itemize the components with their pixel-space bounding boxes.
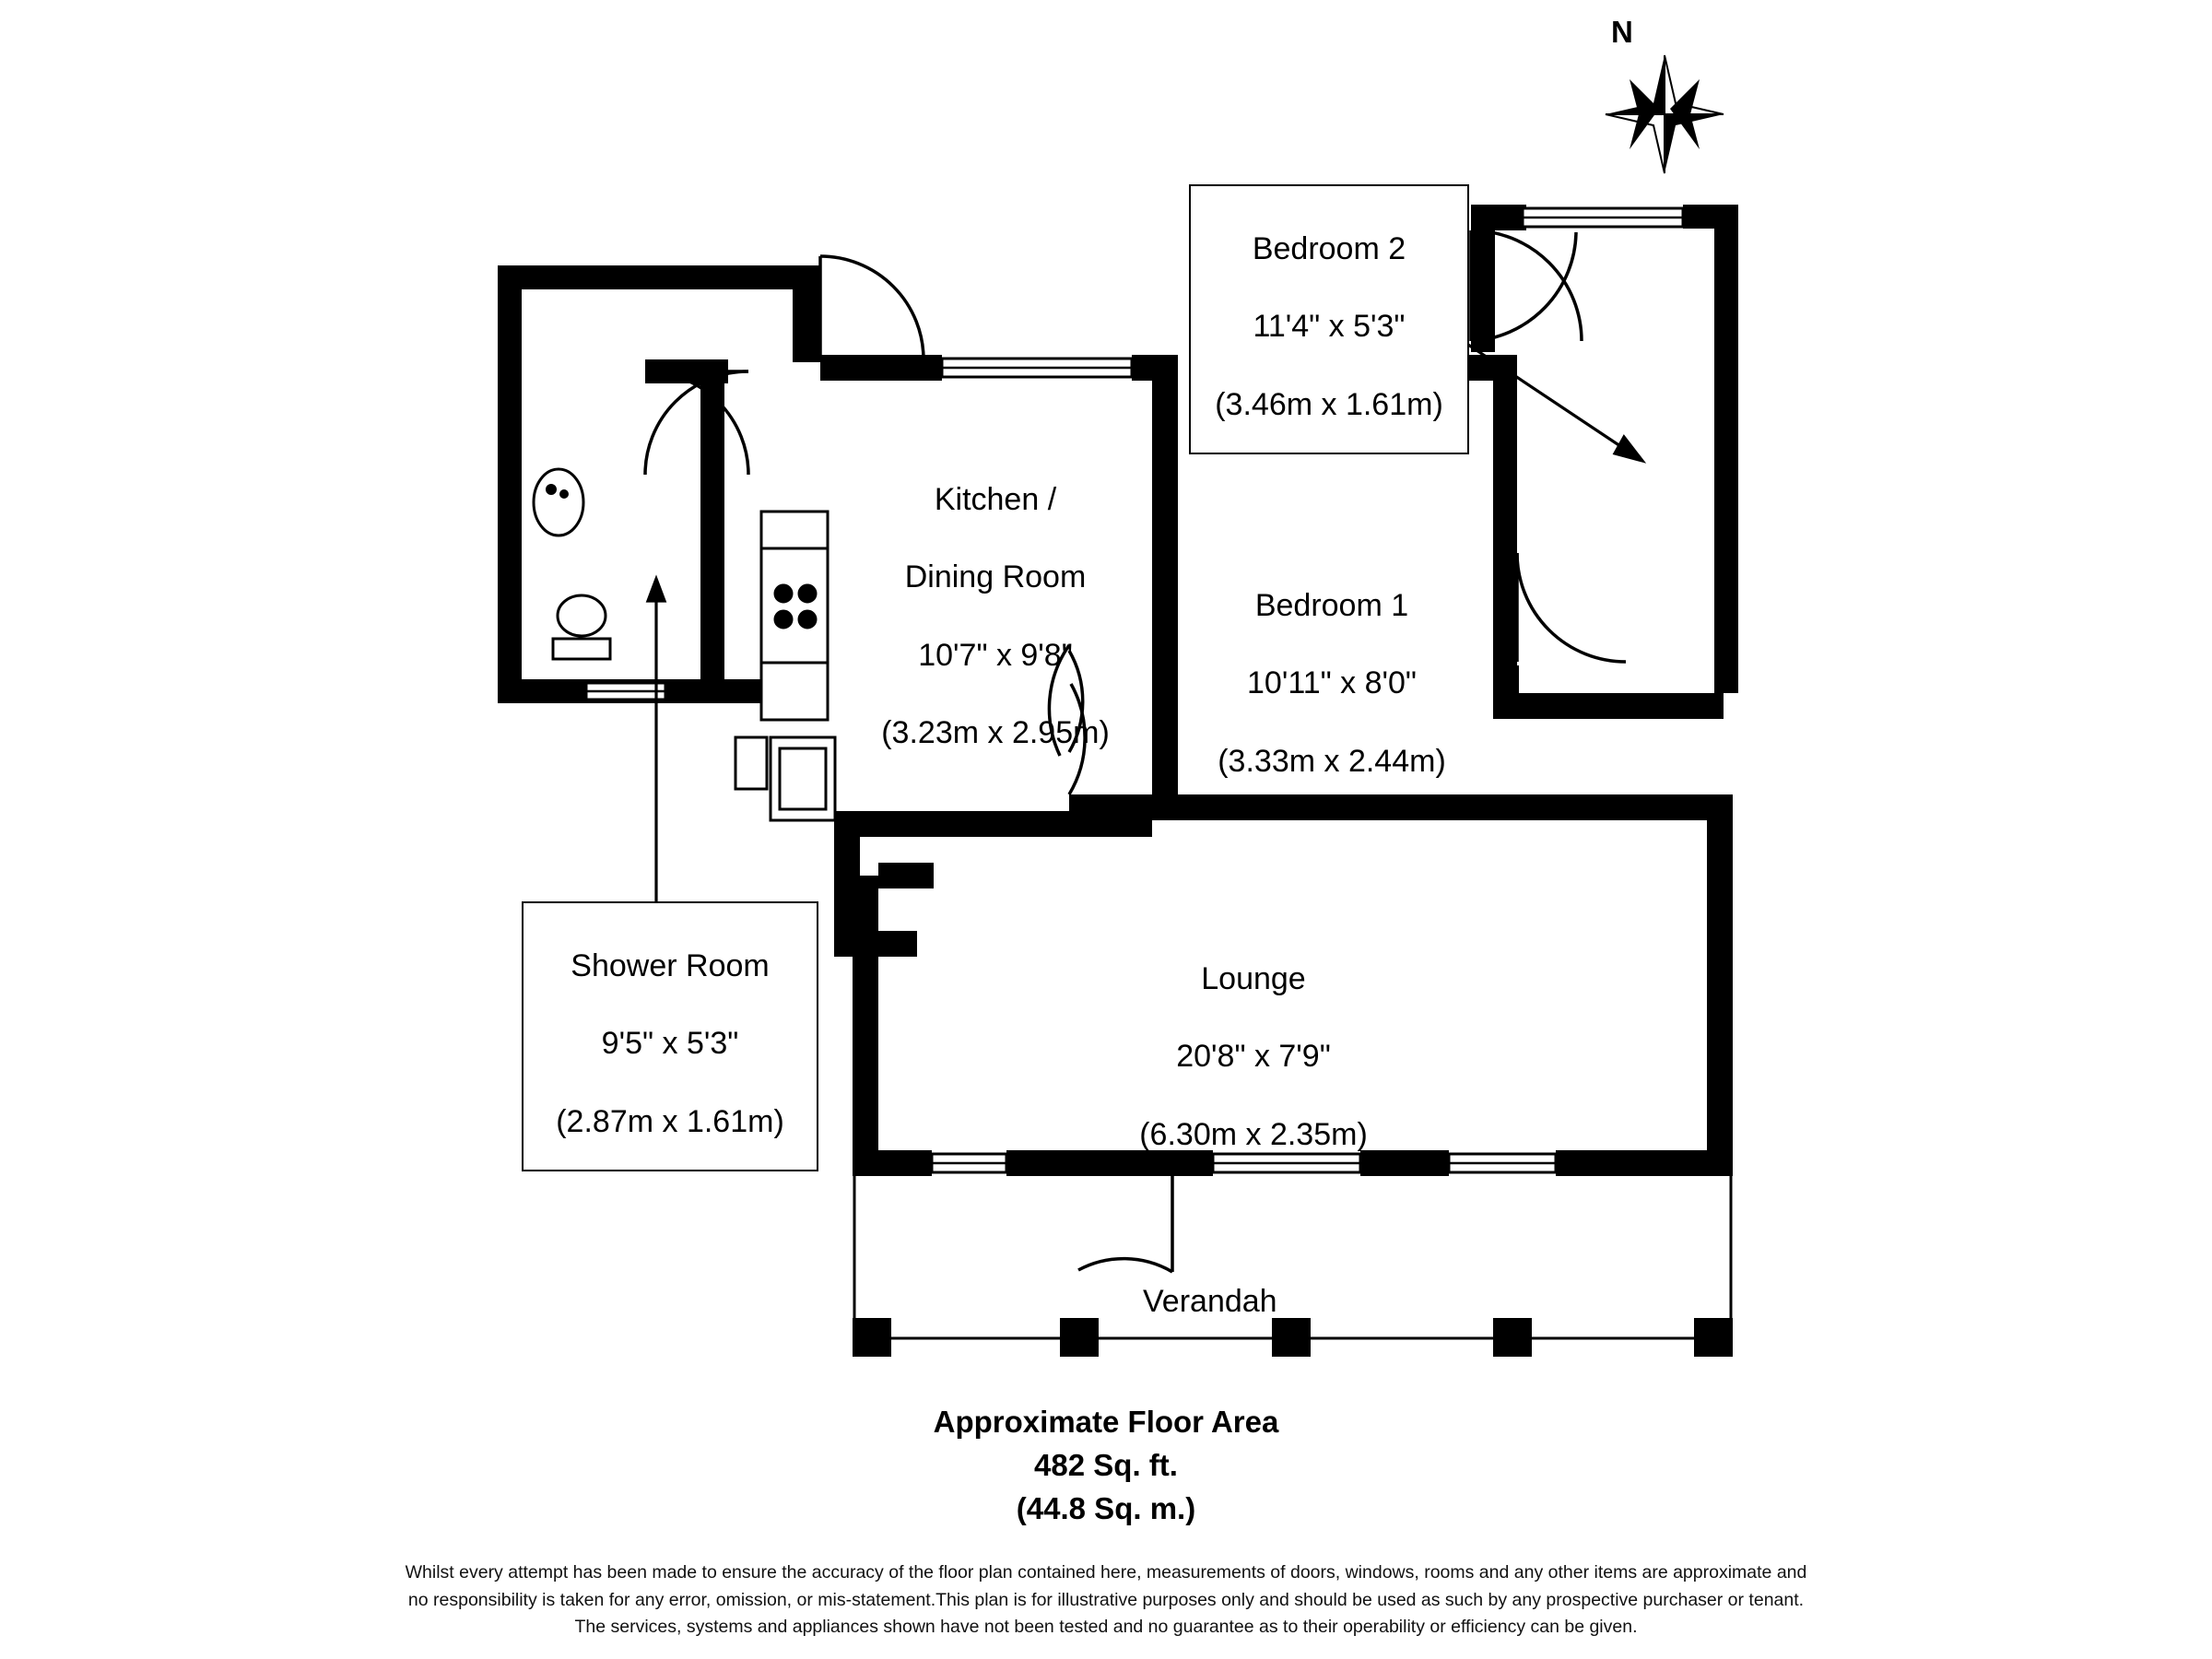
room-label-verandah <box>1143 1244 1382 1341</box>
basin-icon <box>534 469 583 535</box>
room-dimensions-imperial: 10'11" x 8'0" <box>1247 665 1417 701</box>
floor-area-sqm: (44.8 Sq. m.) <box>1016 1490 1196 1525</box>
compass-rose-icon <box>1606 55 1724 173</box>
room-label-kitchen-dining <box>830 442 1161 772</box>
room-name: Bedroom 2 <box>1252 230 1406 266</box>
window-icon <box>932 1154 1006 1172</box>
sink-icon <box>771 737 835 820</box>
room-dimensions-metric: (3.23m x 2.95m) <box>881 715 1110 751</box>
hob-icon <box>761 548 828 663</box>
room-label-lounge <box>1106 922 1401 1174</box>
window-icon <box>586 683 665 700</box>
room-dimensions-metric: (6.30m x 2.35m) <box>1139 1116 1368 1152</box>
room-dimensions-imperial: 11'4" x 5'3" <box>1253 309 1406 345</box>
floor-area-title: Approximate Floor Area <box>933 1405 1279 1439</box>
room-dimensions-imperial: 9'5" x 5'3" <box>601 1026 739 1062</box>
room-name: Lounge <box>1201 960 1306 996</box>
door-swing-icon <box>1517 553 1626 662</box>
compass-north-label: N <box>1611 15 1633 49</box>
room-dimensions-metric: (3.33m x 2.44m) <box>1218 743 1446 779</box>
disclaimer-line-1: Whilst every attempt has been made to ensure the accuracy of the floor plan contained here, measurements of doors, windows, rooms and any other items are approximate and <box>405 1562 1807 1583</box>
window-icon <box>1449 1154 1556 1172</box>
disclaimer-line-3: The services, systems and appliances shown have not been tested and no guarantee as to their operability or efficiency can be given. <box>574 1617 1638 1638</box>
disclaimer-line-2: no responsibility is taken for any error, omission, or mis-statement.This plan is for illustrative purposes only and should be used as such by any prospective purchaser or tenant. <box>407 1589 1805 1610</box>
fixtures <box>534 469 835 820</box>
room-label-bedroom2 <box>1189 184 1469 454</box>
room-name: Kitchen / <box>934 481 1057 517</box>
floor-area-sqft: 482 Sq. ft. <box>1034 1447 1178 1482</box>
room-dimensions-metric: (2.87m x 1.61m) <box>556 1103 784 1139</box>
room-label-shower-room <box>522 901 818 1171</box>
room-name: Verandah <box>1143 1283 1277 1319</box>
window-icon <box>1523 208 1683 227</box>
door-swing-icon <box>645 371 748 475</box>
room-dimensions-imperial: 10'7" x 9'8" <box>918 637 1073 673</box>
toilet-icon <box>553 595 610 659</box>
room-name-line2: Dining Room <box>904 559 1087 595</box>
floor-area-summary <box>0 1401 2212 1531</box>
room-name: Bedroom 1 <box>1254 587 1409 623</box>
window-icon <box>942 359 1132 377</box>
room-name: Shower Room <box>571 947 770 983</box>
room-dimensions-metric: (3.46m x 1.61m) <box>1215 386 1443 422</box>
door-swing-icon <box>820 256 924 359</box>
room-label-bedroom1 <box>1189 548 1475 801</box>
room-dimensions-imperial: 20'8" x 7'9" <box>1176 1039 1331 1075</box>
disclaimer <box>0 1559 2212 1641</box>
